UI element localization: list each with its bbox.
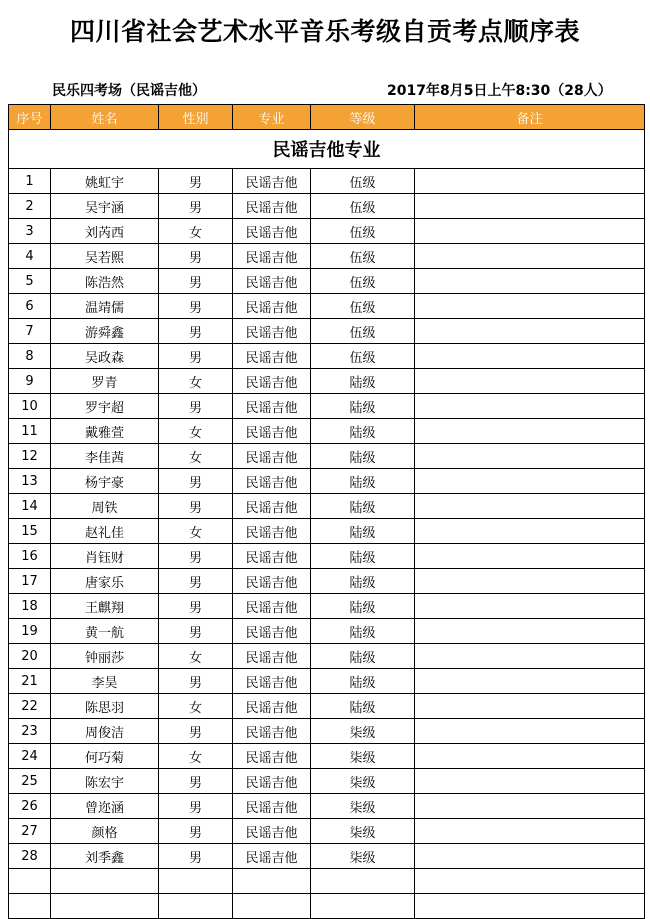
- section-title: 民谣吉他专业: [9, 130, 645, 169]
- gender-cell: 女: [159, 219, 233, 244]
- student-name-cell: 陈宏宇: [51, 769, 159, 794]
- empty-cell: [415, 869, 645, 894]
- major-cell: 民谣吉他: [233, 844, 311, 869]
- column-header-name: 姓名: [51, 105, 159, 130]
- student-name-cell: 钟丽莎: [51, 644, 159, 669]
- student-name-cell: 陈思羽: [51, 694, 159, 719]
- row-number-cell: 26: [9, 794, 51, 819]
- table-row: [9, 519, 645, 544]
- level-cell: 陆级: [311, 544, 415, 569]
- section-row: [9, 130, 645, 169]
- empty-cell: [9, 894, 51, 919]
- empty-cell: [159, 894, 233, 919]
- row-number-cell: 25: [9, 769, 51, 794]
- table-row: [9, 844, 645, 869]
- student-name-cell: 戴雅萱: [51, 419, 159, 444]
- table-row: [9, 794, 645, 819]
- gender-cell: 女: [159, 444, 233, 469]
- row-number-cell: 28: [9, 844, 51, 869]
- student-name-cell: 吴若熙: [51, 244, 159, 269]
- row-number-cell: 27: [9, 819, 51, 844]
- empty-cell: [311, 894, 415, 919]
- student-name-cell: 肖钰财: [51, 544, 159, 569]
- row-number-cell: 9: [9, 369, 51, 394]
- column-header-gender: 性别: [159, 105, 233, 130]
- table-row: [9, 444, 645, 469]
- empty-cell: [51, 869, 159, 894]
- gender-cell: 男: [159, 294, 233, 319]
- row-number-cell: 3: [9, 219, 51, 244]
- gender-cell: 男: [159, 194, 233, 219]
- row-number-cell: 19: [9, 619, 51, 644]
- gender-cell: 男: [159, 319, 233, 344]
- gender-cell: 男: [159, 844, 233, 869]
- table-row: [9, 669, 645, 694]
- gender-cell: 男: [159, 394, 233, 419]
- note-cell: [415, 519, 645, 544]
- note-cell: [415, 269, 645, 294]
- major-cell: 民谣吉他: [233, 344, 311, 369]
- note-cell: [415, 819, 645, 844]
- table-row: [9, 744, 645, 769]
- note-cell: [415, 169, 645, 194]
- note-cell: [415, 294, 645, 319]
- gender-cell: 男: [159, 344, 233, 369]
- level-cell: 伍级: [311, 219, 415, 244]
- student-name-cell: 罗青: [51, 369, 159, 394]
- level-cell: 陆级: [311, 494, 415, 519]
- student-name-cell: 刘季鑫: [51, 844, 159, 869]
- major-cell: 民谣吉他: [233, 419, 311, 444]
- gender-cell: 女: [159, 369, 233, 394]
- note-cell: [415, 319, 645, 344]
- student-name-cell: 刘芮西: [51, 219, 159, 244]
- table-row: [9, 544, 645, 569]
- table-row: [9, 244, 645, 269]
- note-cell: [415, 369, 645, 394]
- major-cell: 民谣吉他: [233, 819, 311, 844]
- table-row: [9, 319, 645, 344]
- major-cell: 民谣吉他: [233, 594, 311, 619]
- table-row: [9, 369, 645, 394]
- student-name-cell: 姚虹宇: [51, 169, 159, 194]
- student-name-cell: 周铁: [51, 494, 159, 519]
- level-cell: 陆级: [311, 419, 415, 444]
- page-title: 四川省社会艺术水平音乐考级自贡考点顺序表: [69, 17, 580, 46]
- note-cell: [415, 394, 645, 419]
- major-cell: 民谣吉他: [233, 169, 311, 194]
- student-name-cell: 周俊洁: [51, 719, 159, 744]
- major-cell: 民谣吉他: [233, 769, 311, 794]
- row-number-cell: 7: [9, 319, 51, 344]
- student-name-cell: 王麒翔: [51, 594, 159, 619]
- table-row: [9, 694, 645, 719]
- note-cell: [415, 669, 645, 694]
- row-number-cell: 5: [9, 269, 51, 294]
- gender-cell: 男: [159, 719, 233, 744]
- gender-cell: 男: [159, 569, 233, 594]
- table-row: [9, 394, 645, 419]
- level-cell: 伍级: [311, 344, 415, 369]
- note-cell: [415, 619, 645, 644]
- gender-cell: 女: [159, 694, 233, 719]
- gender-cell: 男: [159, 819, 233, 844]
- gender-cell: 男: [159, 169, 233, 194]
- table-row: [9, 594, 645, 619]
- gender-cell: 女: [159, 744, 233, 769]
- note-cell: [415, 494, 645, 519]
- note-cell: [415, 744, 645, 769]
- table-row: [9, 294, 645, 319]
- major-cell: 民谣吉他: [233, 294, 311, 319]
- table-row: [9, 419, 645, 444]
- gender-cell: 男: [159, 544, 233, 569]
- gender-cell: 男: [159, 269, 233, 294]
- student-name-cell: 李昊: [51, 669, 159, 694]
- student-name-cell: 杨宇豪: [51, 469, 159, 494]
- column-header-number: 序号: [9, 105, 51, 130]
- major-cell: 民谣吉他: [233, 244, 311, 269]
- note-cell: [415, 569, 645, 594]
- note-cell: [415, 194, 645, 219]
- table-row: [9, 194, 645, 219]
- gender-cell: 女: [159, 519, 233, 544]
- level-cell: 陆级: [311, 469, 415, 494]
- row-number-cell: 18: [9, 594, 51, 619]
- table-row: [9, 619, 645, 644]
- level-cell: 陆级: [311, 569, 415, 594]
- table-row: [9, 569, 645, 594]
- level-cell: 陆级: [311, 444, 415, 469]
- note-cell: [415, 694, 645, 719]
- student-name-cell: 吴政森: [51, 344, 159, 369]
- major-cell: 民谣吉他: [233, 469, 311, 494]
- row-number-cell: 2: [9, 194, 51, 219]
- note-cell: [415, 544, 645, 569]
- student-name-cell: 李佳茜: [51, 444, 159, 469]
- student-name-cell: 吴宇涵: [51, 194, 159, 219]
- row-number-cell: 20: [9, 644, 51, 669]
- major-cell: 民谣吉他: [233, 369, 311, 394]
- level-cell: 柒级: [311, 719, 415, 744]
- note-cell: [415, 844, 645, 869]
- major-cell: 民谣吉他: [233, 794, 311, 819]
- table-row: [9, 219, 645, 244]
- schedule-table: [8, 104, 645, 919]
- major-cell: 民谣吉他: [233, 619, 311, 644]
- row-number-cell: 13: [9, 469, 51, 494]
- student-name-cell: 何巧菊: [51, 744, 159, 769]
- gender-cell: 女: [159, 644, 233, 669]
- level-cell: 柒级: [311, 819, 415, 844]
- major-cell: 民谣吉他: [233, 219, 311, 244]
- level-cell: 伍级: [311, 169, 415, 194]
- student-name-cell: 黄一航: [51, 619, 159, 644]
- table-row: [9, 644, 645, 669]
- note-cell: [415, 419, 645, 444]
- row-number-cell: 15: [9, 519, 51, 544]
- empty-cell: [233, 869, 311, 894]
- table-row: [9, 769, 645, 794]
- student-name-cell: 赵礼佳: [51, 519, 159, 544]
- level-cell: 柒级: [311, 794, 415, 819]
- major-cell: 民谣吉他: [233, 719, 311, 744]
- gender-cell: 男: [159, 769, 233, 794]
- empty-row: [9, 894, 645, 919]
- major-cell: 民谣吉他: [233, 494, 311, 519]
- major-cell: 民谣吉他: [233, 669, 311, 694]
- note-cell: [415, 769, 645, 794]
- column-header-level: 等级: [311, 105, 415, 130]
- note-cell: [415, 719, 645, 744]
- note-cell: [415, 794, 645, 819]
- row-number-cell: 11: [9, 419, 51, 444]
- empty-cell: [233, 894, 311, 919]
- level-cell: 柒级: [311, 744, 415, 769]
- level-cell: 柒级: [311, 844, 415, 869]
- empty-cell: [311, 869, 415, 894]
- level-cell: 陆级: [311, 394, 415, 419]
- level-cell: 陆级: [311, 369, 415, 394]
- table-header-row: [9, 105, 645, 130]
- level-cell: 伍级: [311, 319, 415, 344]
- note-cell: [415, 244, 645, 269]
- note-cell: [415, 444, 645, 469]
- gender-cell: 男: [159, 494, 233, 519]
- table-row: [9, 494, 645, 519]
- column-header-note: 备注: [415, 105, 645, 130]
- empty-cell: [51, 894, 159, 919]
- empty-cell: [159, 869, 233, 894]
- major-cell: 民谣吉他: [233, 744, 311, 769]
- row-number-cell: 10: [9, 394, 51, 419]
- row-number-cell: 1: [9, 169, 51, 194]
- note-cell: [415, 644, 645, 669]
- level-cell: 柒级: [311, 769, 415, 794]
- major-cell: 民谣吉他: [233, 444, 311, 469]
- table-row: [9, 269, 645, 294]
- level-cell: 陆级: [311, 594, 415, 619]
- major-cell: 民谣吉他: [233, 544, 311, 569]
- row-number-cell: 6: [9, 294, 51, 319]
- note-cell: [415, 219, 645, 244]
- student-name-cell: 唐家乐: [51, 569, 159, 594]
- gender-cell: 男: [159, 619, 233, 644]
- row-number-cell: 8: [9, 344, 51, 369]
- datetime-label: 2017年8月5日上午8:30（28人）: [387, 83, 612, 99]
- row-number-cell: 14: [9, 494, 51, 519]
- table-row: [9, 819, 645, 844]
- level-cell: 陆级: [311, 669, 415, 694]
- level-cell: 陆级: [311, 694, 415, 719]
- student-name-cell: 罗宇超: [51, 394, 159, 419]
- gender-cell: 男: [159, 244, 233, 269]
- row-number-cell: 23: [9, 719, 51, 744]
- empty-row: [9, 869, 645, 894]
- table-row: [9, 344, 645, 369]
- gender-cell: 男: [159, 669, 233, 694]
- row-number-cell: 12: [9, 444, 51, 469]
- major-cell: 民谣吉他: [233, 644, 311, 669]
- level-cell: 陆级: [311, 519, 415, 544]
- level-cell: 伍级: [311, 194, 415, 219]
- row-number-cell: 4: [9, 244, 51, 269]
- major-cell: 民谣吉他: [233, 694, 311, 719]
- major-cell: 民谣吉他: [233, 319, 311, 344]
- major-cell: 民谣吉他: [233, 269, 311, 294]
- empty-cell: [9, 869, 51, 894]
- gender-cell: 男: [159, 794, 233, 819]
- gender-cell: 女: [159, 419, 233, 444]
- row-number-cell: 16: [9, 544, 51, 569]
- note-cell: [415, 469, 645, 494]
- major-cell: 民谣吉他: [233, 519, 311, 544]
- major-cell: 民谣吉他: [233, 394, 311, 419]
- student-name-cell: 颜格: [51, 819, 159, 844]
- level-cell: 陆级: [311, 644, 415, 669]
- table-row: [9, 169, 645, 194]
- note-cell: [415, 594, 645, 619]
- major-cell: 民谣吉他: [233, 194, 311, 219]
- table-row: [9, 719, 645, 744]
- gender-cell: 男: [159, 594, 233, 619]
- level-cell: 伍级: [311, 269, 415, 294]
- table-row: [9, 469, 645, 494]
- student-name-cell: 陈浩然: [51, 269, 159, 294]
- row-number-cell: 21: [9, 669, 51, 694]
- level-cell: 陆级: [311, 619, 415, 644]
- row-number-cell: 22: [9, 694, 51, 719]
- venue-label: 民乐四考场（民谣吉他）: [52, 83, 206, 99]
- student-name-cell: 温靖儒: [51, 294, 159, 319]
- empty-cell: [415, 894, 645, 919]
- student-name-cell: 游舜鑫: [51, 319, 159, 344]
- row-number-cell: 17: [9, 569, 51, 594]
- note-cell: [415, 344, 645, 369]
- level-cell: 伍级: [311, 294, 415, 319]
- column-header-major: 专业: [233, 105, 311, 130]
- level-cell: 伍级: [311, 244, 415, 269]
- gender-cell: 男: [159, 469, 233, 494]
- student-name-cell: 曾迩涵: [51, 794, 159, 819]
- major-cell: 民谣吉他: [233, 569, 311, 594]
- row-number-cell: 24: [9, 744, 51, 769]
